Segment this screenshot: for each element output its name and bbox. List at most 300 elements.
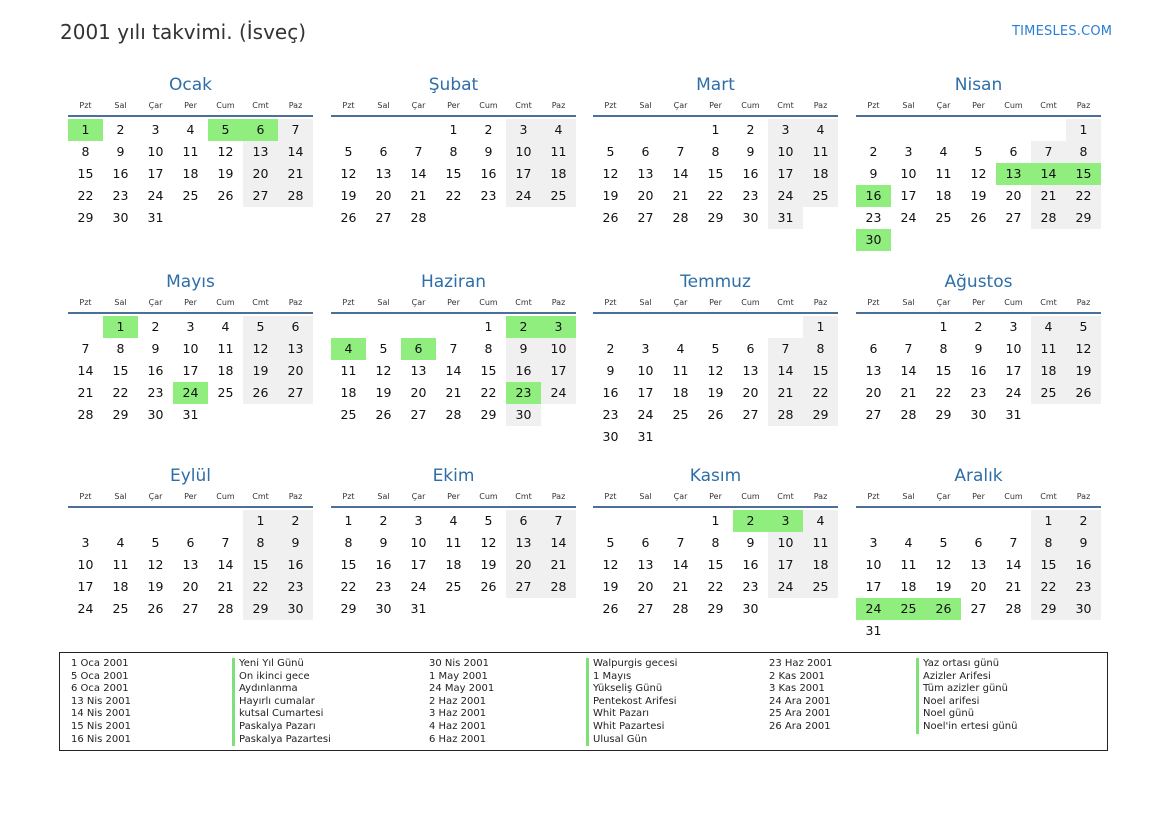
- empty-cell: [891, 510, 926, 532]
- day-cell: 20: [865, 385, 882, 400]
- day-cell: 8: [81, 144, 90, 159]
- day-cell: 22: [112, 385, 129, 400]
- day-cell: 6: [506, 510, 541, 532]
- day-cell: 28: [217, 601, 234, 616]
- day-cell: 22: [707, 579, 724, 594]
- empty-cell: [593, 119, 628, 141]
- day-cell: 28: [1005, 601, 1022, 616]
- day-cell: 3: [904, 144, 913, 159]
- weekday-label: Per: [184, 101, 197, 110]
- brand-link[interactable]: TIMESLES.COM: [1012, 24, 1113, 39]
- month-block: [68, 270, 313, 426]
- weekday-label: Çar: [673, 492, 688, 501]
- day-cell: 11: [445, 535, 462, 550]
- legend-date: 16 Nis 2001: [71, 733, 131, 745]
- day-cell: 26: [480, 579, 497, 594]
- day-cell: 5: [711, 341, 720, 356]
- day-cell: 3: [414, 513, 423, 528]
- weekday-label: Per: [709, 101, 722, 110]
- legend-holiday-name: Noel günü: [916, 708, 1017, 721]
- day-cell: 18: [900, 579, 917, 594]
- day-cell: 12: [970, 166, 987, 181]
- day-cell: 5: [344, 144, 353, 159]
- weekday-label: Cmt: [777, 298, 794, 307]
- page-title: 2001 yılı takvimi. (İsveç): [60, 20, 307, 44]
- day-cell: 12: [602, 557, 619, 572]
- weekday-label: Pzt: [342, 492, 355, 501]
- day-cell: 13: [410, 363, 427, 378]
- holiday-day-cell: 4: [331, 338, 366, 360]
- empty-cell: [401, 119, 436, 141]
- day-grid: [331, 510, 576, 620]
- day-cell: 1: [243, 510, 278, 532]
- weekday-label: Paz: [813, 492, 828, 501]
- day-cell: 10: [541, 338, 576, 360]
- weekday-header: [593, 488, 838, 506]
- empty-cell: [856, 119, 891, 141]
- weekday-label: Paz: [813, 101, 828, 110]
- day-cell: 6: [869, 341, 878, 356]
- empty-cell: [768, 316, 803, 338]
- holiday-day-cell: 24: [173, 382, 208, 404]
- legend-holiday-name: Paskalya Pazartesi: [232, 734, 331, 747]
- header-rule: [68, 115, 313, 117]
- day-cell: 26: [602, 601, 619, 616]
- day-cell: 8: [1031, 532, 1066, 554]
- holiday-legend: [59, 652, 1108, 751]
- day-cell: 22: [707, 188, 724, 203]
- legend-dates-column: [769, 658, 832, 734]
- weekday-label: Sal: [377, 298, 390, 307]
- day-cell: 29: [1031, 598, 1066, 620]
- weekday-label: Paz: [288, 101, 303, 110]
- empty-cell: [856, 316, 891, 338]
- day-cell: 15: [1031, 554, 1066, 576]
- legend-date: 1 May 2001: [429, 670, 488, 682]
- day-cell: 6: [1009, 144, 1018, 159]
- day-cell: 13: [506, 532, 541, 554]
- day-cell: 8: [1066, 141, 1101, 163]
- day-cell: 7: [1009, 535, 1018, 550]
- day-cell: 14: [278, 141, 313, 163]
- day-cell: 9: [379, 535, 388, 550]
- day-cell: 30: [742, 601, 759, 616]
- day-cell: 21: [672, 188, 689, 203]
- day-cell: 26: [1066, 382, 1101, 404]
- weekday-label: Per: [447, 298, 460, 307]
- month-name: Aralık: [954, 466, 1003, 486]
- empty-cell: [996, 510, 1031, 532]
- weekday-label: Pzt: [867, 298, 880, 307]
- day-cell: 29: [803, 404, 838, 426]
- empty-cell: [401, 316, 436, 338]
- day-cell: 5: [939, 535, 948, 550]
- weekday-label: Pzt: [867, 101, 880, 110]
- day-cell: 9: [151, 341, 160, 356]
- day-cell: 18: [803, 554, 838, 576]
- day-cell: 10: [182, 341, 199, 356]
- month-name: Kasım: [689, 466, 742, 486]
- day-cell: 29: [243, 598, 278, 620]
- month-name: Haziran: [420, 272, 487, 292]
- holiday-day-cell: 30: [856, 229, 891, 251]
- day-cell: 27: [637, 601, 654, 616]
- day-cell: 6: [186, 535, 195, 550]
- legend-date: 24 Ara 2001: [769, 695, 831, 707]
- weekday-label: Sal: [377, 101, 390, 110]
- day-cell: 10: [865, 557, 882, 572]
- day-cell: 27: [278, 382, 313, 404]
- day-cell: 1: [711, 122, 720, 137]
- day-cell: 30: [970, 407, 987, 422]
- day-cell: 25: [340, 407, 357, 422]
- day-cell: 7: [904, 341, 913, 356]
- weekday-label: Cum: [1004, 492, 1023, 501]
- month-block: [331, 270, 576, 426]
- weekday-label: Çar: [148, 101, 163, 110]
- day-cell: 17: [541, 360, 576, 382]
- empty-cell: [593, 316, 628, 338]
- empty-cell: [961, 510, 996, 532]
- weekday-header: [331, 294, 576, 312]
- day-cell: 3: [768, 119, 803, 141]
- empty-cell: [331, 119, 366, 141]
- day-cell: 16: [112, 166, 129, 181]
- day-cell: 18: [182, 166, 199, 181]
- day-cell: 29: [112, 407, 129, 422]
- day-cell: 30: [278, 598, 313, 620]
- day-cell: 16: [742, 166, 759, 181]
- day-cell: 12: [602, 166, 619, 181]
- legend-date: 24 May 2001: [429, 683, 495, 695]
- legend-date: 14 Nis 2001: [71, 708, 131, 720]
- month-name: Ağustos: [944, 272, 1013, 292]
- holiday-day-cell: 23: [506, 382, 541, 404]
- day-cell: 21: [768, 382, 803, 404]
- weekday-header: [68, 294, 313, 312]
- weekday-label: Paz: [288, 298, 303, 307]
- day-cell: 11: [672, 363, 689, 378]
- legend-holiday-name: Walpurgis gecesi: [586, 658, 677, 671]
- weekday-label: Pzt: [604, 298, 617, 307]
- day-cell: 10: [77, 557, 94, 572]
- day-cell: 1: [1031, 510, 1066, 532]
- day-cell: 12: [707, 363, 724, 378]
- day-cell: 10: [506, 141, 541, 163]
- day-cell: 29: [340, 601, 357, 616]
- weekday-label: Per: [972, 101, 985, 110]
- day-cell: 12: [935, 557, 952, 572]
- day-cell: 3: [641, 341, 650, 356]
- day-cell: 22: [77, 188, 94, 203]
- header-rule: [593, 115, 838, 117]
- empty-cell: [733, 316, 768, 338]
- day-grid: [593, 510, 838, 620]
- empty-cell: [366, 316, 401, 338]
- header-rule: [331, 506, 576, 508]
- day-cell: 20: [637, 579, 654, 594]
- month-block: [68, 73, 313, 229]
- day-cell: 23: [480, 188, 497, 203]
- day-cell: 11: [900, 557, 917, 572]
- day-cell: 15: [935, 363, 952, 378]
- day-grid: [68, 119, 313, 229]
- day-cell: 25: [1031, 382, 1066, 404]
- day-cell: 26: [970, 210, 987, 225]
- weekday-label: Sal: [639, 298, 652, 307]
- day-cell: 26: [217, 188, 234, 203]
- header-rule: [593, 506, 838, 508]
- day-cell: 21: [1005, 579, 1022, 594]
- day-cell: 15: [480, 363, 497, 378]
- weekday-header: [331, 97, 576, 115]
- day-grid: [68, 510, 313, 620]
- day-cell: 9: [974, 341, 983, 356]
- day-cell: 10: [637, 363, 654, 378]
- weekday-label: Sal: [902, 492, 915, 501]
- day-cell: 11: [112, 557, 129, 572]
- day-cell: 2: [379, 513, 388, 528]
- day-cell: 19: [147, 579, 164, 594]
- day-cell: 20: [506, 554, 541, 576]
- day-cell: 2: [606, 341, 615, 356]
- weekday-label: Cum: [216, 101, 235, 110]
- weekday-label: Cmt: [777, 492, 794, 501]
- day-cell: 17: [865, 579, 882, 594]
- day-cell: 22: [243, 576, 278, 598]
- day-grid: [593, 119, 838, 229]
- day-cell: 19: [243, 360, 278, 382]
- day-cell: 1: [1066, 119, 1101, 141]
- day-cell: 21: [410, 188, 427, 203]
- day-cell: 27: [1005, 210, 1022, 225]
- day-cell: 25: [541, 185, 576, 207]
- day-cell: 4: [939, 144, 948, 159]
- weekday-label: Paz: [551, 101, 566, 110]
- day-cell: 28: [541, 576, 576, 598]
- empty-cell: [856, 510, 891, 532]
- day-cell: 9: [506, 338, 541, 360]
- month-name: Mayıs: [166, 272, 215, 292]
- weekday-label: Per: [447, 101, 460, 110]
- month-block: [856, 73, 1101, 251]
- day-cell: 22: [803, 382, 838, 404]
- day-cell: 22: [340, 579, 357, 594]
- day-cell: 23: [742, 188, 759, 203]
- day-cell: 18: [803, 163, 838, 185]
- day-cell: 15: [243, 554, 278, 576]
- day-cell: 8: [711, 535, 720, 550]
- weekday-label: Per: [447, 492, 460, 501]
- day-cell: 19: [970, 188, 987, 203]
- legend-holiday-name: 1 Mayıs: [586, 671, 677, 684]
- day-cell: 25: [935, 210, 952, 225]
- header-rule: [331, 312, 576, 314]
- legend-holiday-name: Yaz ortası günü: [916, 658, 1017, 671]
- day-cell: 4: [541, 119, 576, 141]
- day-cell: 2: [278, 510, 313, 532]
- day-cell: 25: [803, 576, 838, 598]
- weekday-label: Çar: [148, 492, 163, 501]
- weekday-label: Pzt: [79, 101, 92, 110]
- weekday-label: Cum: [1004, 101, 1023, 110]
- day-cell: 20: [278, 360, 313, 382]
- day-cell: 2: [869, 144, 878, 159]
- day-cell: 12: [480, 535, 497, 550]
- empty-cell: [926, 119, 961, 141]
- day-cell: 28: [410, 210, 427, 225]
- day-cell: 8: [711, 144, 720, 159]
- legend-holiday-name: Tüm azizler günü: [916, 683, 1017, 696]
- weekday-label: Çar: [148, 298, 163, 307]
- legend-names-column: [232, 658, 331, 746]
- weekday-label: Cmt: [1040, 298, 1057, 307]
- weekday-label: Cum: [741, 101, 760, 110]
- day-cell: 18: [541, 163, 576, 185]
- day-cell: 24: [77, 601, 94, 616]
- day-cell: 10: [768, 141, 803, 163]
- day-cell: 23: [970, 385, 987, 400]
- day-cell: 12: [217, 144, 234, 159]
- day-cell: 29: [480, 407, 497, 422]
- day-cell: 16: [970, 363, 987, 378]
- month-name: Ekim: [432, 466, 475, 486]
- legend-holiday-name: Azizler Arifesi: [916, 671, 1017, 684]
- day-cell: 12: [147, 557, 164, 572]
- weekday-label: Cum: [479, 492, 498, 501]
- weekday-label: Pzt: [604, 492, 617, 501]
- month-block: [331, 464, 576, 620]
- day-cell: 14: [410, 166, 427, 181]
- weekday-label: Çar: [936, 298, 951, 307]
- day-cell: 16: [602, 385, 619, 400]
- header-rule: [856, 506, 1101, 508]
- day-cell: 23: [147, 385, 164, 400]
- empty-cell: [436, 316, 471, 338]
- day-cell: 17: [900, 188, 917, 203]
- day-cell: 10: [900, 166, 917, 181]
- day-cell: 21: [217, 579, 234, 594]
- day-cell: 9: [746, 535, 755, 550]
- day-cell: 13: [742, 363, 759, 378]
- day-cell: 20: [243, 163, 278, 185]
- day-cell: 19: [375, 385, 392, 400]
- day-cell: 10: [410, 535, 427, 550]
- holiday-day-cell: 13: [996, 163, 1031, 185]
- day-cell: 18: [112, 579, 129, 594]
- day-cell: 13: [637, 166, 654, 181]
- day-grid: [68, 316, 313, 426]
- day-cell: 15: [803, 360, 838, 382]
- weekday-label: Cmt: [515, 492, 532, 501]
- day-cell: 20: [970, 579, 987, 594]
- holiday-day-cell: 3: [541, 316, 576, 338]
- day-cell: 11: [217, 341, 234, 356]
- weekday-label: Cmt: [777, 101, 794, 110]
- day-cell: 18: [1031, 360, 1066, 382]
- day-grid: [331, 316, 576, 426]
- day-cell: 12: [1066, 338, 1101, 360]
- weekday-header: [68, 97, 313, 115]
- legend-names-column: [916, 658, 1017, 734]
- day-cell: 23: [865, 210, 882, 225]
- holiday-day-cell: 2: [506, 316, 541, 338]
- weekday-header: [856, 97, 1101, 115]
- weekday-label: Cmt: [252, 298, 269, 307]
- day-cell: 27: [410, 407, 427, 422]
- day-cell: 28: [77, 407, 94, 422]
- day-cell: 5: [606, 144, 615, 159]
- day-cell: 4: [221, 319, 230, 334]
- empty-cell: [68, 316, 103, 338]
- day-cell: 25: [803, 185, 838, 207]
- day-cell: 25: [217, 385, 234, 400]
- day-cell: 22: [480, 385, 497, 400]
- day-cell: 7: [768, 338, 803, 360]
- day-cell: 15: [707, 166, 724, 181]
- weekday-label: Paz: [1076, 492, 1091, 501]
- day-cell: 20: [637, 188, 654, 203]
- empty-cell: [68, 510, 103, 532]
- day-cell: 16: [278, 554, 313, 576]
- day-cell: 4: [904, 535, 913, 550]
- day-cell: 10: [147, 144, 164, 159]
- day-cell: 8: [449, 144, 458, 159]
- holiday-day-cell: 1: [68, 119, 103, 141]
- weekday-label: Paz: [551, 298, 566, 307]
- day-cell: 1: [803, 316, 838, 338]
- weekday-label: Per: [184, 298, 197, 307]
- day-cell: 8: [243, 532, 278, 554]
- legend-date: 4 Haz 2001: [429, 720, 487, 732]
- day-cell: 29: [935, 407, 952, 422]
- day-cell: 7: [676, 144, 685, 159]
- empty-cell: [208, 510, 243, 532]
- empty-cell: [663, 119, 698, 141]
- empty-cell: [663, 510, 698, 532]
- legend-holiday-name: Yükseliş Günü: [586, 683, 677, 696]
- day-cell: 17: [77, 579, 94, 594]
- day-cell: 14: [1005, 557, 1022, 572]
- day-cell: 15: [707, 557, 724, 572]
- header-rule: [856, 115, 1101, 117]
- day-cell: 18: [672, 385, 689, 400]
- weekday-label: Çar: [673, 298, 688, 307]
- day-cell: 19: [480, 557, 497, 572]
- legend-date: 2 Kas 2001: [769, 670, 825, 682]
- day-cell: 23: [375, 579, 392, 594]
- day-cell: 3: [506, 119, 541, 141]
- header-rule: [856, 312, 1101, 314]
- day-cell: 27: [182, 601, 199, 616]
- day-cell: 2: [116, 122, 125, 137]
- day-cell: 25: [445, 579, 462, 594]
- empty-cell: [891, 119, 926, 141]
- day-cell: 22: [445, 188, 462, 203]
- day-cell: 11: [1031, 338, 1066, 360]
- holiday-day-cell: 14: [1031, 163, 1066, 185]
- day-cell: 27: [637, 210, 654, 225]
- legend-date: 5 Oca 2001: [71, 670, 129, 682]
- header-rule: [68, 506, 313, 508]
- day-cell: 6: [641, 535, 650, 550]
- day-cell: 7: [1031, 141, 1066, 163]
- weekday-header: [593, 97, 838, 115]
- day-cell: 2: [974, 319, 983, 334]
- legend-date: 3 Kas 2001: [769, 683, 825, 695]
- weekday-label: Per: [972, 298, 985, 307]
- day-cell: 17: [410, 557, 427, 572]
